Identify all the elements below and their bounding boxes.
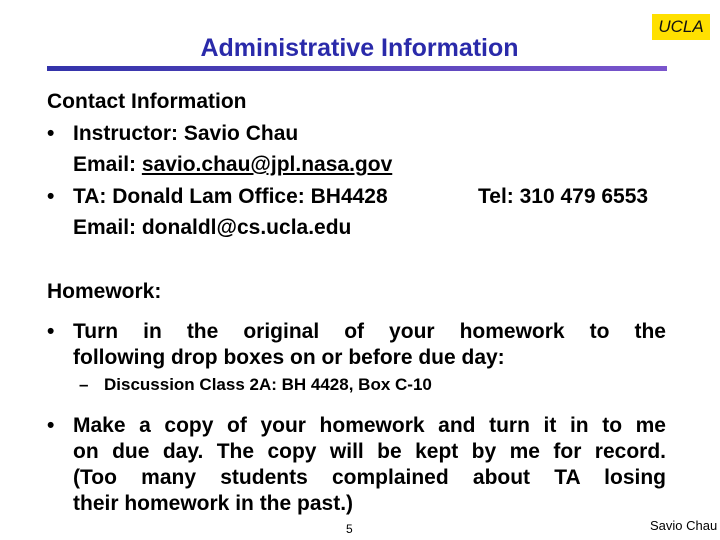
homework-item2-line3: (Too many students complained about TA losing [73, 466, 666, 489]
title-underline [47, 66, 667, 71]
contact-heading: Contact Information [47, 90, 247, 113]
bullet-icon: • [47, 320, 55, 343]
instructor-email-line [73, 153, 392, 177]
homework-item1-line1: Turn in the original of your homework to the [73, 320, 666, 343]
bullet-icon: • [47, 185, 55, 208]
ucla-logo: UCLA [652, 14, 710, 40]
ta-email-line: Email: donaldl@cs.ucla.edu [73, 216, 352, 239]
homework-sub-item: Discussion Class 2A: BH 4428, Box C-10 [104, 375, 432, 394]
footer-author: Savio Chau [650, 518, 718, 533]
instructor-email-label: Email: [73, 153, 142, 176]
bullet-icon: • [47, 414, 55, 437]
homework-item2-line1: Make a copy of your homework and turn it in to me [73, 414, 666, 437]
homework-heading: Homework: [47, 280, 162, 303]
slide-title: Administrative Information [200, 34, 519, 62]
bullet-icon: • [47, 122, 55, 145]
page-number: 5 [346, 522, 353, 536]
ta-line: TA: Donald Lam Office: BH4428 [73, 185, 388, 208]
dash-icon: – [79, 375, 89, 394]
instructor-email-link[interactable]: savio.chau@jpl.nasa.gov [141, 153, 393, 176]
ta-tel: Tel: 310 479 6553 [478, 185, 649, 208]
homework-item2-line4: their homework in the past.) [73, 492, 354, 515]
instructor-line: Instructor: Savio Chau [73, 122, 299, 145]
homework-item1-line2: following drop boxes on or before due day: [73, 346, 505, 369]
homework-item2-line2: on due day. The copy will be kept by me for record. [73, 440, 666, 463]
